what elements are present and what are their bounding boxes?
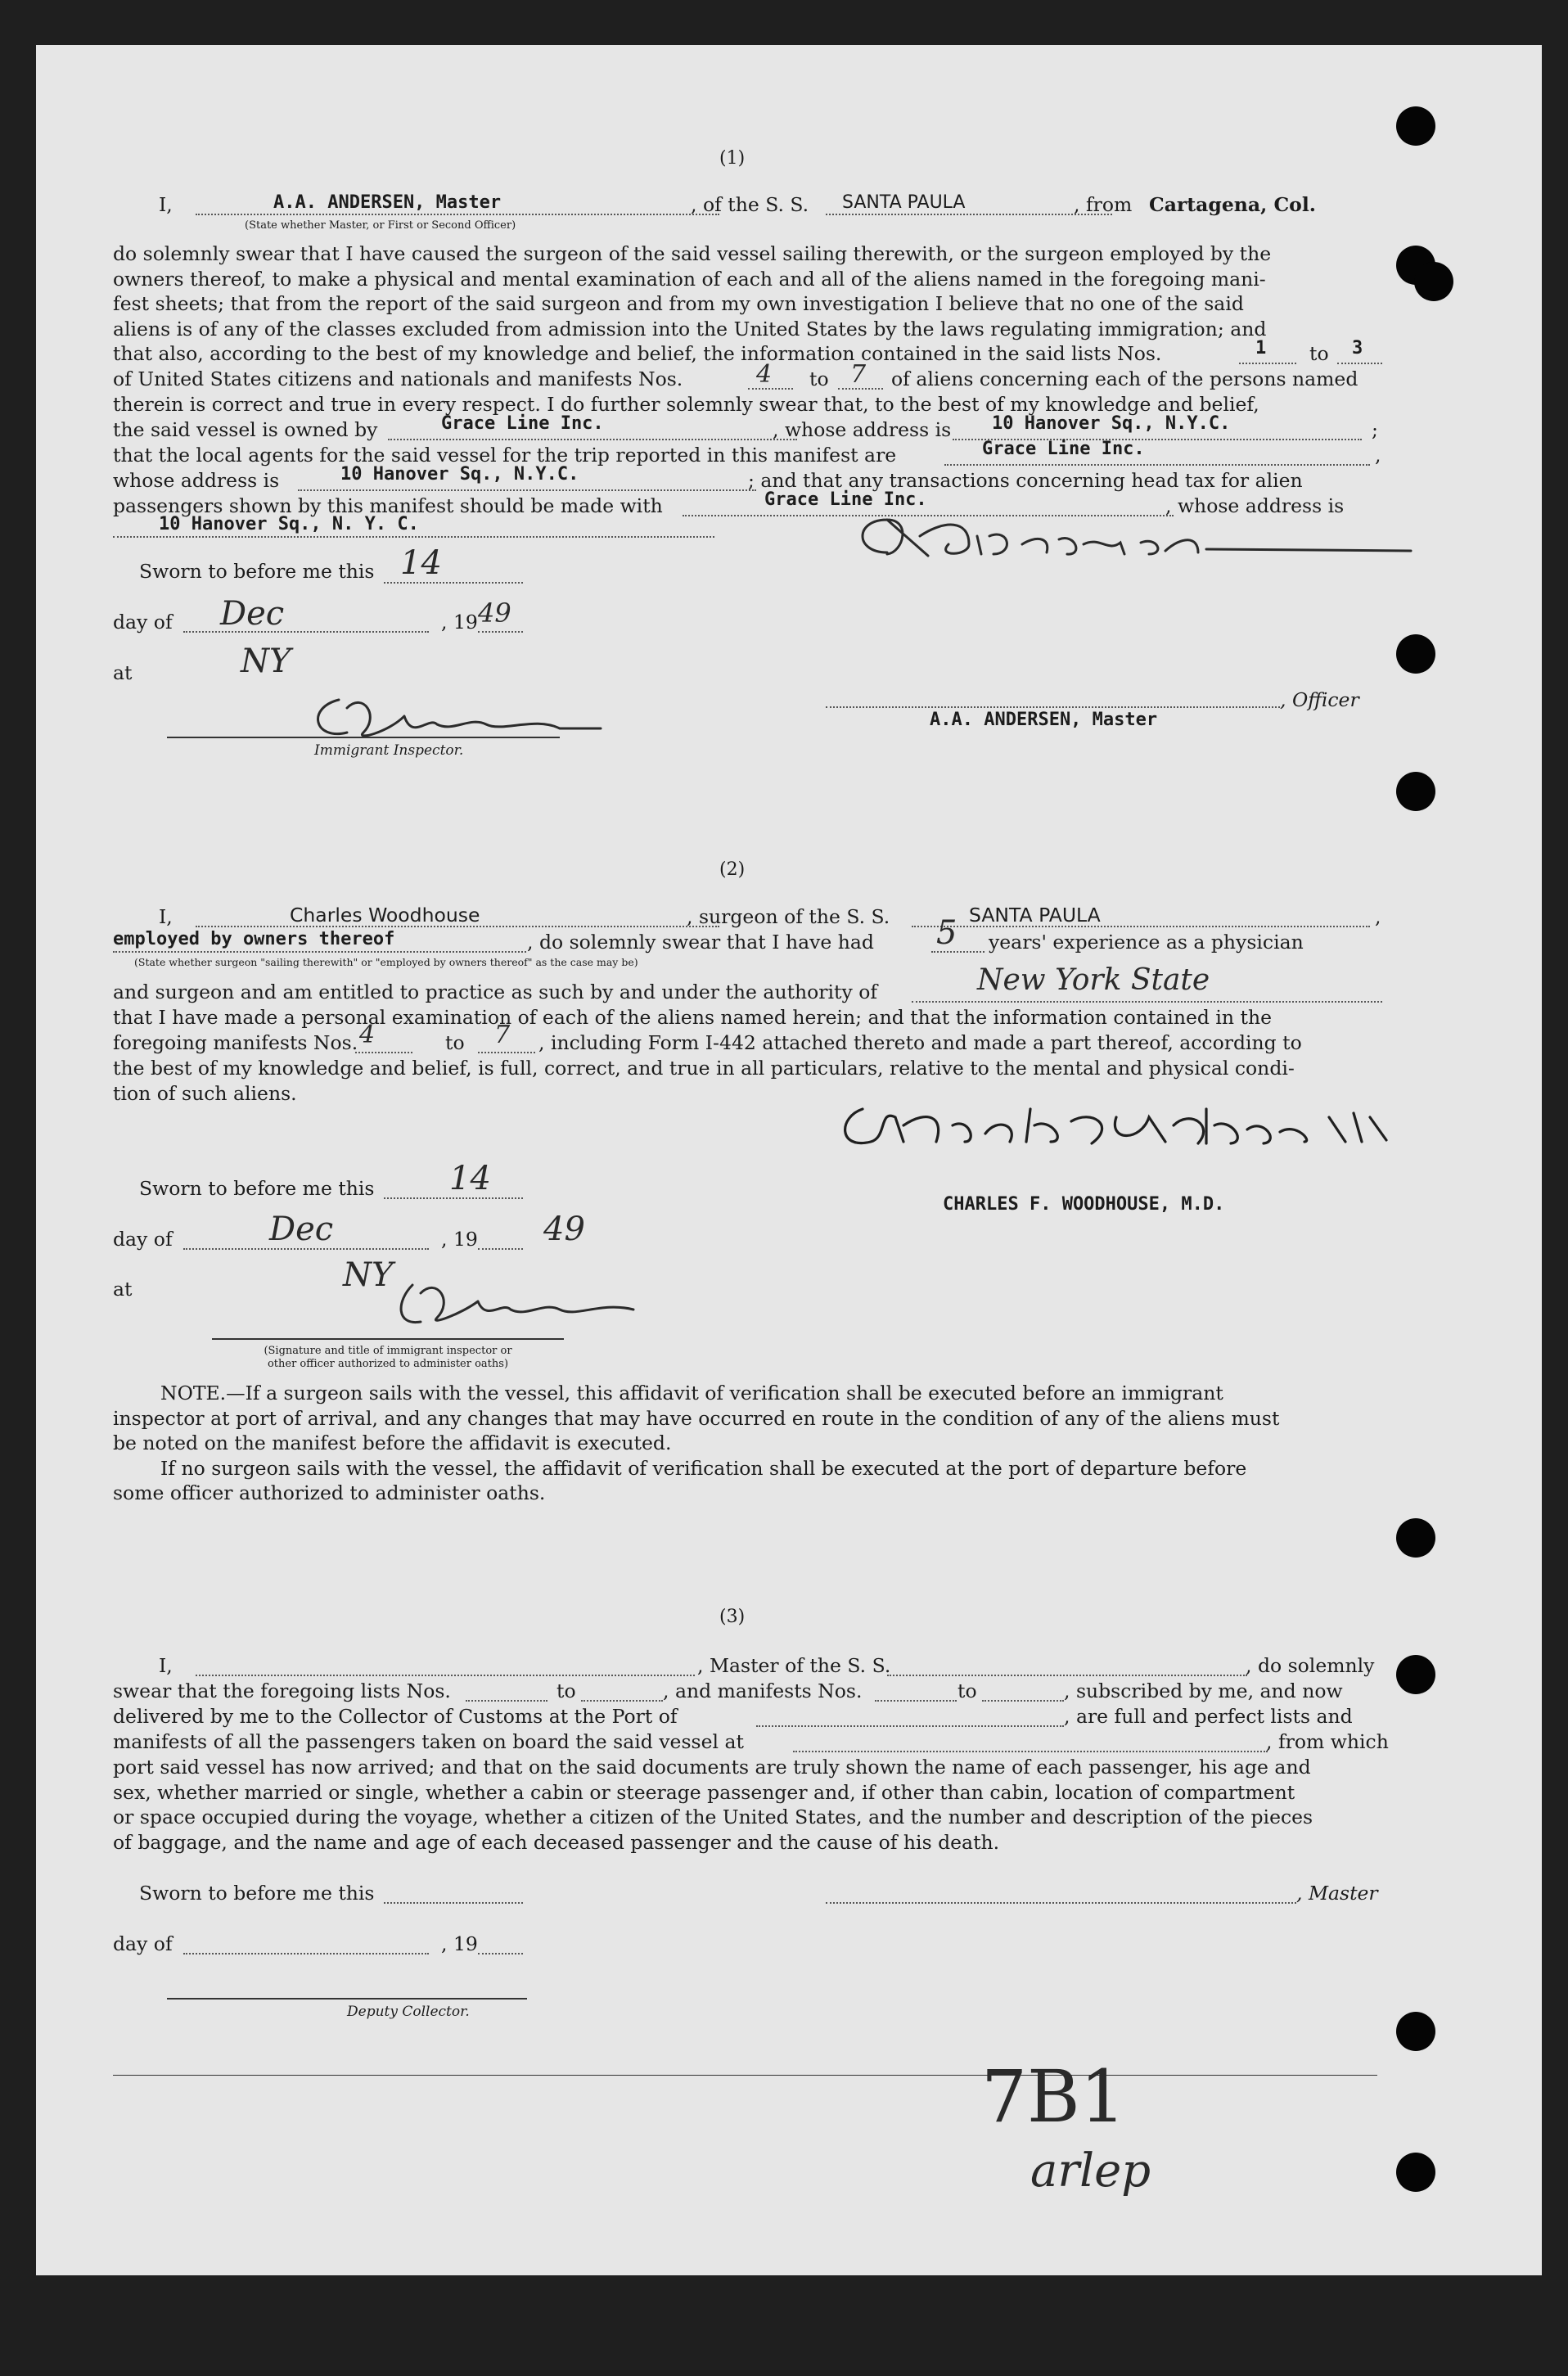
- sworn-label: Sworn to before me this: [139, 560, 375, 583]
- i-label: I,: [159, 193, 173, 216]
- comma-2: ,: [1375, 905, 1381, 928]
- year-suffix: 49: [478, 597, 511, 629]
- best-line: the best of my knowledge and belief, is full, correct, and true in all particulars, relative to the mental and physical condi-: [113, 1057, 1295, 1080]
- officer-label: , Officer: [1280, 688, 1359, 711]
- employed-by: employed by owners thereof: [113, 929, 395, 949]
- owner-address: 10 Hanover Sq., N.Y.C.: [992, 413, 1231, 434]
- year-suffix-2: 49: [543, 1211, 585, 1248]
- day-of-label: day of: [113, 611, 173, 633]
- tion-line: tion of such aliens.: [113, 1082, 297, 1105]
- at-value: NY: [241, 642, 291, 680]
- head-tax-address: 10 Hanover Sq., N. Y. C.: [159, 514, 419, 534]
- collector-caption: Deputy Collector.: [347, 2004, 470, 2020]
- manifest-to: 7: [850, 360, 867, 389]
- manifests-of-label: manifests of all the passengers taken on board the said vessel at: [113, 1730, 744, 1753]
- at-value-2: NY: [343, 1256, 394, 1294]
- inspector-caption: Immigrant Inspector.: [314, 742, 464, 759]
- inspector-caption-2b: other officer authorized to administer oaths): [267, 1358, 509, 1370]
- punch-hole: [1396, 1655, 1435, 1694]
- from-which-label: , from which: [1266, 1730, 1389, 1753]
- sworn-label-2: Sworn to before me this: [139, 1177, 375, 1200]
- year-prefix-2: , 19: [441, 1228, 478, 1251]
- vessel-owner: Grace Line Inc.: [441, 413, 604, 434]
- surgeon-signature: [822, 1093, 1444, 1161]
- note-paragraph: NOTE.—If a surgeon sails with the vessel, this affidavit of verification shall be executed before an immigrant inspector at port of arrival, and any changes that may have occurred en route in the condition of any of the aliens must be noted on the manifest before the affidavit is executed. If no surgeon sails with the vessel, the affidavit of verification shall be executed at the port of departure before some officer authorized to administer oaths.: [113, 1382, 1280, 1505]
- master-of-label: , Master of the S. S.: [697, 1654, 891, 1677]
- sworn-month-2: Dec: [269, 1211, 334, 1248]
- head-tax-label: ; and that any transactions concerning head tax for alien: [748, 469, 1303, 492]
- to-label-4: to: [556, 1679, 576, 1702]
- to-label-3: to: [445, 1031, 465, 1054]
- master-label: , Master: [1296, 1882, 1378, 1905]
- including-label: , including Form I-442 attached thereto and made a part thereof, according to: [538, 1031, 1302, 1054]
- solemnly-label: , do solemnly swear that I have had: [527, 931, 874, 954]
- day-of-label-3: day of: [113, 1932, 173, 1955]
- surgeon-state-caption: (State whether surgeon "sailing therewith" or "employed by owners thereof" as the case may be): [134, 956, 638, 968]
- vessel-name-2: SANTA PAULA: [969, 904, 1101, 927]
- punch-hole: [1396, 2012, 1435, 2051]
- delivered-label: delivered by me to the Collector of Customs at the Port of: [113, 1705, 678, 1728]
- from-label: , from: [1074, 193, 1133, 216]
- citizens-line: of United States citizens and nationals and manifests Nos.: [113, 367, 683, 390]
- whose-address-is-label: , whose address is: [1165, 494, 1345, 517]
- local-agents: Grace Line Inc.: [982, 439, 1145, 459]
- year-prefix-3: , 19: [441, 1932, 478, 1955]
- document-page: [36, 45, 1542, 2275]
- surgeon-name: Charles Woodhouse: [290, 904, 480, 927]
- punch-hole: [1396, 2153, 1435, 2192]
- lists-to: 3: [1352, 338, 1363, 358]
- at-label: at: [113, 661, 133, 684]
- passengers-label: passengers shown by this manifest should be made with: [113, 494, 663, 517]
- agents-label: that the local agents for the said vessel for the trip reported in this manifest are: [113, 444, 897, 467]
- handwritten-initials: arlep: [1030, 2144, 1151, 2198]
- swear-label: swear that the foregoing lists Nos.: [113, 1679, 451, 1702]
- surgeon-manifest-to: 7: [494, 1021, 511, 1049]
- years-experience: 5: [936, 914, 957, 952]
- to-label-2: to: [809, 367, 829, 390]
- lists-from: 1: [1255, 338, 1267, 358]
- punch-hole: [1396, 634, 1435, 674]
- officer-name: A.A. ANDERSEN, Master: [930, 710, 1158, 730]
- day-of-label-2: day of: [113, 1228, 173, 1251]
- year-prefix: , 19: [441, 611, 478, 633]
- owned-label: the said vessel is owned by: [113, 418, 378, 441]
- handwritten-code: 7B1: [981, 2054, 1126, 2139]
- years-label: years' experience as a physician: [989, 931, 1304, 954]
- punch-hole: [1396, 106, 1435, 146]
- section-number-1: (1): [719, 148, 746, 169]
- full-label: , are full and perfect lists and: [1064, 1705, 1353, 1728]
- foregoing-label: foregoing manifests Nos.: [113, 1031, 358, 1054]
- manifests-label: , and manifests Nos.: [663, 1679, 863, 1702]
- i-label-3: I,: [159, 1654, 173, 1677]
- punch-hole: [1396, 1518, 1435, 1558]
- correct-line: therein is correct and true in every respect. I do further solemnly swear that, to the best of my knowledge and belief,: [113, 393, 1259, 416]
- oath-paragraph-3: port said vessel has now arrived; and that on the said documents are truly shown the name of each passenger, his age and sex, whether married or single, whether a cabin or steerage passenger and, if other than cabin, location of compartment or space occupied during the voyage, whether a citizen of the United States, and the number and description of the pieces of baggage, and the name and age of each deceased passenger and the cause of his death.: [113, 1756, 1313, 1854]
- surgeon-of-label: , surgeon of the S. S.: [687, 905, 890, 928]
- i-label-2: I,: [159, 905, 173, 928]
- authority-value: New York State: [977, 963, 1210, 997]
- head-tax-party: Grace Line Inc.: [764, 489, 927, 510]
- manifest-from: 4: [756, 360, 773, 389]
- surgeon-manifest-from: 4: [359, 1021, 376, 1049]
- comma: ,: [1375, 444, 1381, 467]
- oath-paragraph-1: do solemnly swear that I have caused the surgeon of the said vessel sailing therewith, or the surgeon employed by the owners thereof, to make a physical and mental examination of each and all of the aliens named in the foregoing mani- fest sheets; that from the report of the said surgeon and from my own investigation I believe that no one of the said aliens is of any of the classes excluded from admission into the United States by the laws regulating immigration; and: [113, 242, 1272, 340]
- do-solemnly-label: , do solemnly: [1246, 1654, 1375, 1677]
- state-caption: (State whether Master, or First or Second Officer): [245, 219, 516, 232]
- surgeon-typed-name: CHARLES F. WOODHOUSE, M.D.: [943, 1194, 1225, 1215]
- subscribed-label: , subscribed by me, and now: [1064, 1679, 1343, 1702]
- punch-hole: [1396, 772, 1435, 811]
- sworn-day: 14: [400, 544, 442, 582]
- to-label: to: [1309, 342, 1329, 365]
- address-label: , whose address is: [773, 418, 952, 441]
- authority-label: and surgeon and am entitled to practice as such by and under the authority of: [113, 981, 878, 1003]
- to-label-5: to: [957, 1679, 977, 1702]
- whose-address-label: whose address is: [113, 469, 280, 492]
- master-signature: [838, 503, 1427, 580]
- of-ss-label: , of the S. S.: [691, 193, 809, 216]
- section-number-2: (2): [719, 859, 746, 880]
- port-from: Cartagena, Col.: [1149, 193, 1316, 216]
- vessel-name: SANTA PAULA: [842, 192, 966, 213]
- section-number-3: (3): [719, 1607, 746, 1627]
- inspector-signature-2: [388, 1277, 683, 1337]
- sworn-label-3: Sworn to before me this: [139, 1882, 375, 1905]
- aliens-line: of aliens concerning each of the persons named: [891, 367, 1358, 390]
- agents-address: 10 Hanover Sq., N.Y.C.: [340, 464, 579, 485]
- master-name: A.A. ANDERSEN, Master: [273, 192, 502, 213]
- semicolon: ;: [1372, 418, 1378, 441]
- punch-hole: [1414, 262, 1453, 301]
- sworn-month: Dec: [220, 595, 285, 633]
- inspector-caption-2a: (Signature and title of immigrant inspector or: [264, 1345, 512, 1357]
- sworn-day-2: 14: [449, 1160, 491, 1197]
- info-line: that also, according to the best of my knowledge and belief, the information contained in the said lists Nos.: [113, 342, 1162, 365]
- at-label-2: at: [113, 1278, 133, 1301]
- exam-line: that I have made a personal examination of each of the aliens named herein; and that the information contained in the: [113, 1006, 1272, 1029]
